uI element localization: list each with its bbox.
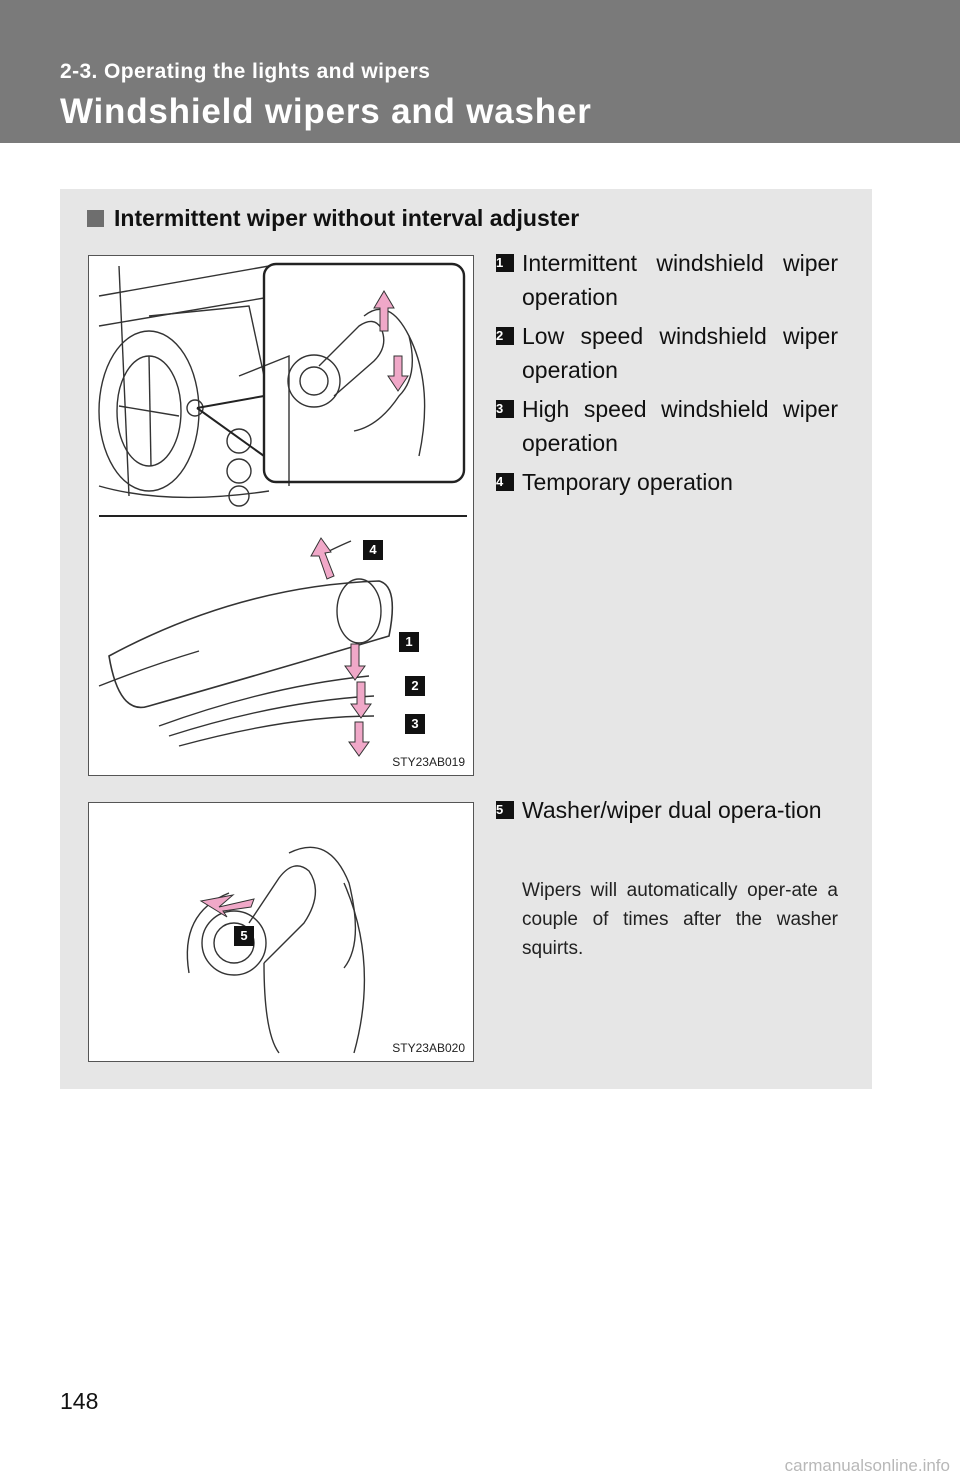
item-number: 5: [496, 801, 514, 819]
item-text: High speed windshield wiper operation: [522, 396, 838, 456]
callout-4: 4: [363, 540, 383, 560]
callout-1: 1: [399, 632, 419, 652]
section-label: 2-3. Operating the lights and wipers: [60, 60, 431, 83]
page-number: 148: [60, 1388, 99, 1414]
list-item: [496, 246, 838, 314]
sub-heading-text: Intermittent wiper without interval adjuster: [114, 205, 580, 231]
item-number: 2: [496, 327, 514, 345]
wiper-lever-figure: [88, 255, 474, 776]
item-number: 1: [496, 254, 514, 272]
item-text: Low speed windshield wiper operation: [522, 323, 838, 383]
wiper-lever-illustration: [89, 256, 475, 777]
item-text: Temporary operation: [522, 469, 733, 495]
callout-5: 5: [234, 926, 254, 946]
callout-2: 2: [405, 676, 425, 696]
callout-3: 3: [405, 714, 425, 734]
page-header: [0, 0, 960, 143]
figure-code: STY23AB020: [392, 1041, 465, 1055]
square-bullet-icon: [87, 210, 104, 227]
figure-code: STY23AB019: [392, 755, 465, 769]
washer-lever-illustration: [89, 803, 475, 1063]
washer-lever-figure: [88, 802, 474, 1062]
list-item: [496, 465, 838, 499]
watermark: carmanualsonline.info: [784, 1456, 950, 1475]
item-list-upper: [496, 246, 838, 504]
note-text: Wipers will automatically oper-ate a couple of times after the washer squirts.: [522, 880, 838, 959]
sub-heading: [87, 205, 579, 232]
list-item: [496, 319, 838, 387]
list-item: [496, 793, 838, 827]
page-title: Windshield wipers and washer: [60, 92, 592, 131]
item-number: 4: [496, 473, 514, 491]
item-text: Intermittent windshield wiper operation: [522, 250, 838, 310]
item-number: 3: [496, 400, 514, 418]
item-list-lower: [496, 793, 838, 832]
list-item: [496, 392, 838, 460]
item-text: Washer/wiper dual opera-tion: [522, 797, 822, 823]
